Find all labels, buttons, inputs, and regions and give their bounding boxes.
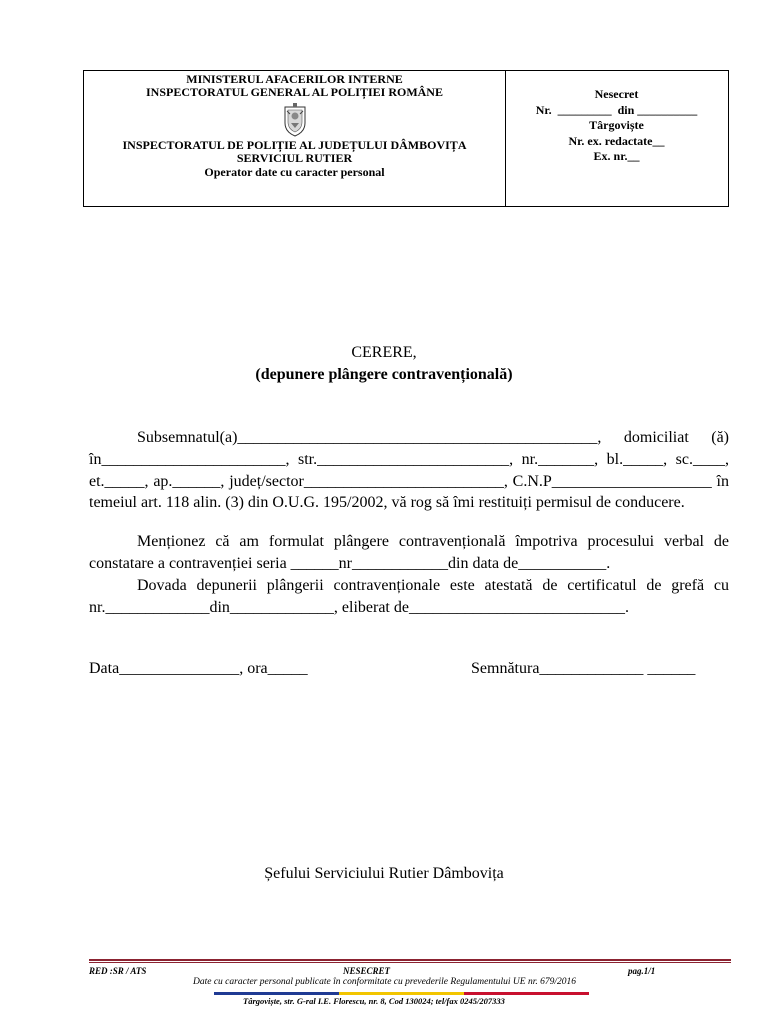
registration-number-line: Nr. _________ din __________ <box>535 102 698 117</box>
classification-label: Nesecret <box>594 87 639 101</box>
paragraph-applicant-details: Subsemnatul(a)_____________________________________________, domiciliat (ă) în_______________________, str.________________________, nr._______, bl._____, sc.____, et._____, ap.______, județ/sector_________________________, C.N.P____________________ în temeiul art. 118 alin. (3) din O.U.G. 195/2002, vă rog să îmi restituiți permisul de conducere. <box>89 429 729 512</box>
service-name: SERVICIUL RUTIER <box>236 151 353 165</box>
inspectorate-name: INSPECTORATUL GENERAL AL POLIȚIEI ROMÂNE <box>146 85 443 99</box>
footer-page-number: pag.1/1 <box>628 966 656 976</box>
footer-reference: RED :SR / ATS <box>89 966 147 976</box>
footer-rule-thin <box>89 962 731 963</box>
date-time-line: Data_______________, ora_____ <box>89 660 308 677</box>
copies-line: Nr. ex. redactate__ <box>568 133 665 148</box>
footer-classification: NESECRET <box>343 966 391 976</box>
operator-label: Operator date cu caracter personal <box>204 165 385 179</box>
flag-stripe-yellow <box>339 992 464 995</box>
header-box <box>83 70 729 207</box>
paragraph-complaint: Menționez că am formulat plângere contravențională împotriva procesului verbal de constatare a contravenției seria ______nr____________din data de___________. <box>89 533 729 572</box>
copy-number-line: Ex. nr.__ <box>593 149 640 163</box>
header-institution-cell <box>84 71 506 206</box>
signature-line: Semnătura_____________ ______ <box>471 660 696 677</box>
paragraph-proof: Dovada depunerii plângerii contravenționale este atestată de certificatul de grefă cu nr._____________din_____________, eliberat de___________________________. <box>89 577 729 616</box>
document-title: CERERE, <box>351 344 417 361</box>
coat-of-arms-icon <box>282 103 308 137</box>
county-inspectorate-name: INSPECTORATUL DE POLIȚIE AL JUDEȚULUI DÂMBOVIȚA <box>122 138 467 152</box>
footer-rule <box>89 959 731 961</box>
document-subtitle: (depunere plângere contravențională) <box>255 366 513 383</box>
city-label: Târgoviște <box>589 118 644 132</box>
addressee: Șefului Serviciului Rutier Dâmbovița <box>264 865 504 882</box>
flag-stripe-blue <box>214 992 339 995</box>
ministry-name: MINISTERUL AFACERILOR INTERNE <box>186 72 403 86</box>
footer-gdpr-notice: Date cu caracter personal publicate în conformitate cu prevederile Regulamentului UE nr. 679/2016 <box>193 977 577 987</box>
flag-stripe-red <box>464 992 589 995</box>
footer-address: Târgoviște, str. G-ral I.E. Florescu, nr. 8, Cod 130024; tel/fax 0245/207333 <box>243 996 505 1006</box>
header-registration-cell <box>505 71 728 206</box>
